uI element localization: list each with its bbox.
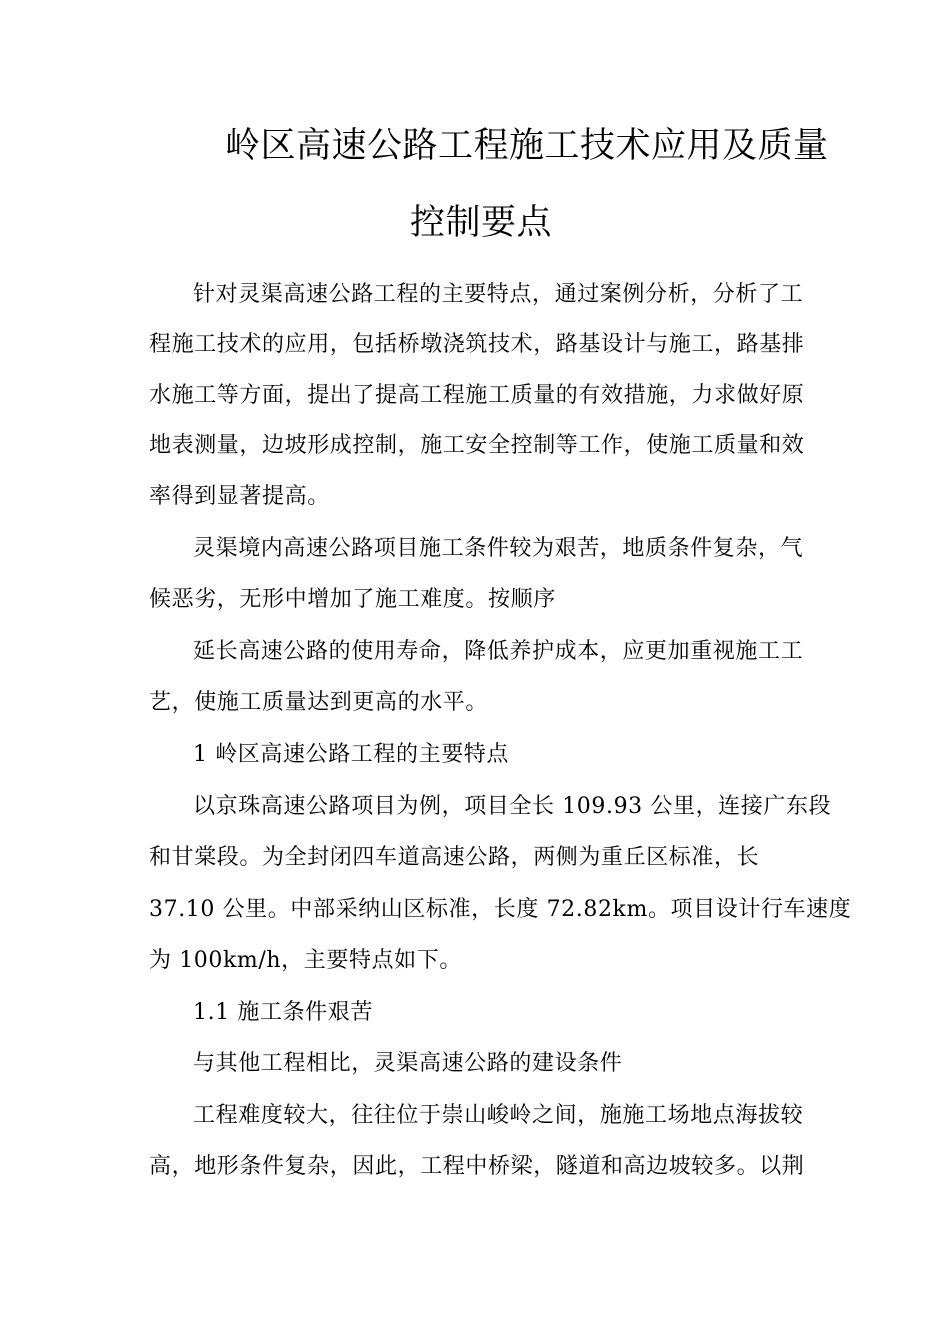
paragraph-line: 灵渠境内高速公路项目施工条件较为艰苦，地质条件复杂，气 (193, 536, 804, 561)
paragraph-line: 率得到显著提高。 (149, 484, 330, 509)
subsection-heading: 1.1 施工条件艰苦 (193, 1000, 373, 1025)
paragraph-line: 地表测量，边坡形成控制，施工安全控制等工作，使施工质量和效 (149, 433, 805, 458)
paragraph-line: 水施工等方面，提出了提高工程施工质量的有效措施，力求做好原 (149, 383, 805, 408)
paragraph-line: 与其他工程相比，灵渠高速公路的建设条件 (193, 1051, 623, 1076)
document-title-line-1: 岭区高速公路工程施工技术应用及质量 (225, 126, 829, 166)
paragraph-line: 37.10 公里。中部采纳山区标准，长度 72.82km。项目设计行车速度 (149, 897, 852, 922)
paragraph-line: 程施工技术的应用，包括桥墩浇筑技术，路基设计与施工，路基排 (149, 332, 805, 357)
section-heading: 1 岭区高速公路工程的主要特点 (193, 742, 509, 767)
paragraph-line: 高，地形条件复杂，因此，工程中桥梁，隧道和高边坡较多。以荆 (149, 1154, 805, 1179)
paragraph-line: 延长高速公路的使用寿命，降低养护成本，应更加重视施工工 (193, 639, 804, 664)
paragraph-line: 为 100km/h，主要特点如下。 (149, 948, 462, 973)
paragraph-line: 针对灵渠高速公路工程的主要特点，通过案例分析，分析了工 (193, 282, 804, 307)
paragraph-line: 和甘棠段。为全封闭四车道高速公路，两侧为重丘区标准，长 (149, 845, 760, 870)
paragraph-line: 工程难度较大，往往位于崇山峻岭之间，施施工场地点海拔较 (193, 1103, 804, 1128)
paragraph-line: 以京珠高速公路项目为例，项目全长 109.93 公里，连接广东段 (193, 794, 832, 819)
document-title-line-2: 控制要点 (410, 203, 553, 243)
paragraph-line: 艺，使施工质量达到更高的水平。 (149, 690, 489, 715)
paragraph-line: 候恶劣，无形中增加了施工难度。按顺序 (149, 587, 556, 612)
